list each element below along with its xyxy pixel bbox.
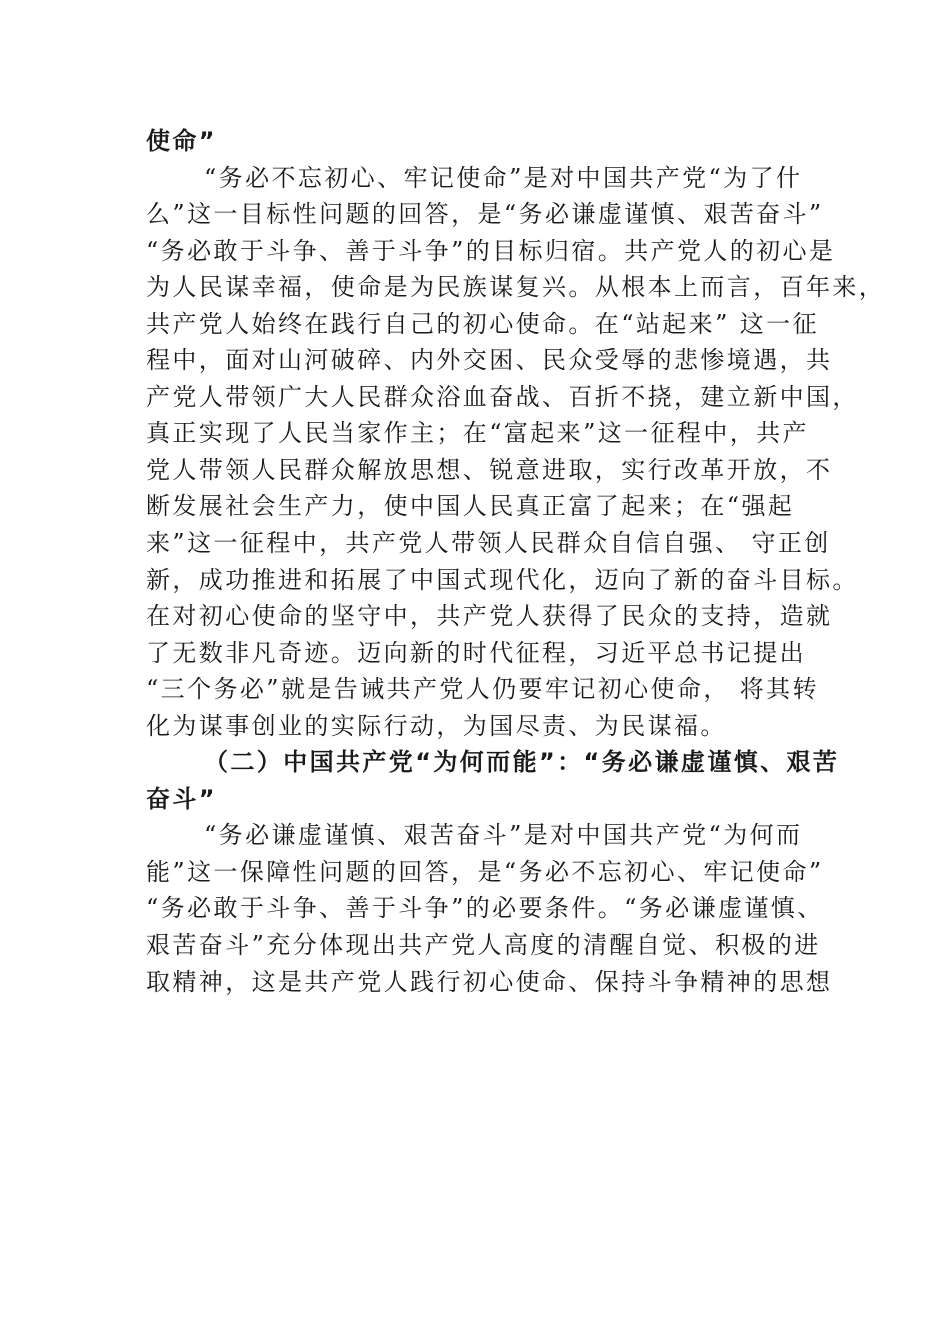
paragraph-line: 在对初心使命的坚守中，共产党人获得了民众的支持，造就 — [146, 602, 833, 631]
paragraph-line: 化为谋事创业的实际行动，为国尽责、为民谋福。 — [146, 711, 727, 740]
paragraph-line: 真正实现了人民当家作主；在“富起来”这一征程中，共产 — [146, 419, 809, 448]
paragraph-line: “务必敢于斗争、善于斗争”的必要条件。“务必谦虚谨慎、 — [146, 894, 824, 923]
paragraph-line: “三个务必”就是告诫共产党人仍要牢记初心使命， 将其转 — [146, 675, 819, 704]
paragraph-line: 为人民谋幸福，使命是为民族谋复兴。从根本上而言，百年来， — [146, 273, 886, 302]
paragraph-line: 断发展社会生产力，使中国人民真正富了起来；在“强起 — [146, 492, 795, 521]
paragraph-line: 取精神，这是共产党人践行初心使命、保持斗争精神的思想 — [146, 967, 833, 996]
document-body — [146, 123, 886, 1000]
paragraph-line: 艰苦奋斗”充分体现出共产党人高度的清醒自觉、积极的进 — [146, 931, 821, 960]
paragraph-line: 么”这一目标性问题的回答，是“务必谦虚谨慎、艰苦奋斗” — [146, 200, 824, 229]
paragraph-line: 共产党人始终在践行自己的初心使命。在“站起来” 这一征 — [146, 309, 819, 338]
paragraph-line: 程中，面对山河破碎、内外交困、民众受辱的悲惨境遇，共 — [146, 346, 833, 375]
paragraph-line: 产党人带领广大人民群众浴血奋战、百折不挠，建立新中国， — [146, 382, 859, 411]
section-heading-line: 使命” — [146, 127, 217, 155]
paragraph-line: 来”这一征程中，共产党人带领人民群众自信自强、 守正创 — [146, 529, 831, 558]
paragraph-line: “务必敢于斗争、善于斗争”的目标归宿。共产党人的初心是 — [146, 236, 836, 265]
paragraph-line: 新，成功推进和拓展了中国式现代化，迈向了新的奋斗目标。 — [146, 565, 859, 594]
paragraph-line: 能”这一保障性问题的回答，是“务必不忘初心、牢记使命” — [146, 857, 824, 886]
paragraph-line: 了无数非凡奇迹。迈向新的时代征程，习近平总书记提出 — [146, 638, 806, 667]
paragraph-line: 党人带领人民群众解放思想、锐意进取，实行改革开放，不 — [146, 455, 833, 484]
paragraph-line: “务必不忘初心、牢记使命”是对中国共产党“为了什 — [204, 163, 803, 192]
section-heading-line: （二）中国共产党“为何而能”：“务必谦虚谨慎、艰苦 — [204, 748, 840, 777]
paragraph-line: “务必谦虚谨慎、艰苦奋斗”是对中国共产党“为何而 — [204, 821, 803, 850]
section-heading-line: 奋斗” — [146, 784, 217, 813]
